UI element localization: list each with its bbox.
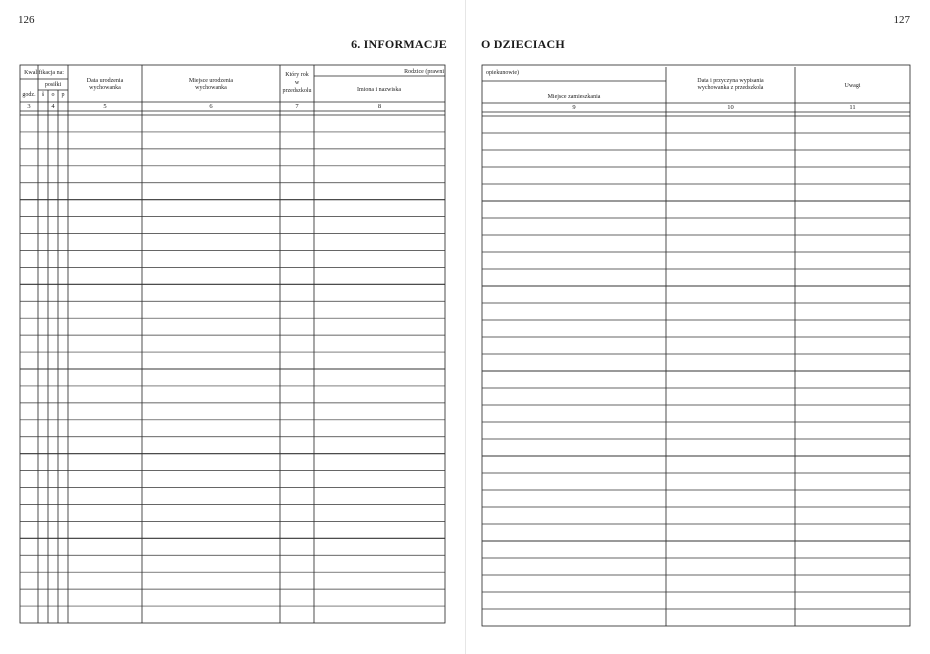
header-data-urodzenia-1: Data urodzenia bbox=[86, 78, 124, 84]
right-page-title: O DZIECIACH bbox=[481, 37, 565, 51]
header-ktory-rok-1: Który rok bbox=[285, 72, 309, 78]
left-page-title: 6. INFORMACJE bbox=[351, 37, 447, 51]
table-border bbox=[482, 65, 910, 626]
column-number: 4 bbox=[51, 103, 55, 110]
header-kwalifikacja: Kwalifikacja na: bbox=[24, 70, 64, 76]
column-number: 3 bbox=[27, 103, 31, 110]
header-imiona-nazwiska: Imiona i nazwiska bbox=[357, 87, 401, 93]
header-ktory-rok-2: w bbox=[294, 80, 300, 86]
column-number: 7 bbox=[295, 103, 299, 110]
header-miejsce-urodzenia-1: Miejsce urodzenia bbox=[188, 78, 234, 84]
column-number: 6 bbox=[209, 103, 213, 110]
left-page-number: 126 bbox=[18, 14, 35, 26]
header-p: p bbox=[61, 92, 65, 98]
header-miejsce-zamieszkania: Miejsce zamieszkania bbox=[547, 94, 601, 100]
column-number: 9 bbox=[572, 104, 576, 111]
column-number: 10 bbox=[727, 104, 734, 111]
column-number: 5 bbox=[103, 103, 107, 110]
header-data-przyczyna-1: Data i przyczyna wypisania bbox=[697, 78, 764, 84]
column-number: 8 bbox=[377, 103, 382, 110]
header-ktory-rok-3: przedszkolu bbox=[282, 88, 312, 94]
right-page bbox=[466, 0, 930, 654]
header-data-przyczyna-2: wychowanka z przedszkola bbox=[697, 85, 764, 91]
header-o: o bbox=[51, 92, 55, 98]
header-godz: godz. bbox=[22, 92, 36, 98]
header-rodzice: Rodzice (prawni bbox=[404, 69, 444, 75]
right-page-number: 127 bbox=[893, 14, 910, 26]
column-number: 11 bbox=[849, 104, 856, 111]
header-opiekunowie: opiekunowie) bbox=[486, 70, 519, 76]
header-miejsce-urodzenia-2: wychowanka bbox=[195, 85, 227, 91]
header-data-urodzenia-2: wychowanka bbox=[89, 85, 121, 91]
header-posilki: posiłki bbox=[44, 82, 62, 88]
header-s: š bbox=[41, 92, 45, 98]
header-uwagi: Uwagi bbox=[844, 83, 861, 89]
